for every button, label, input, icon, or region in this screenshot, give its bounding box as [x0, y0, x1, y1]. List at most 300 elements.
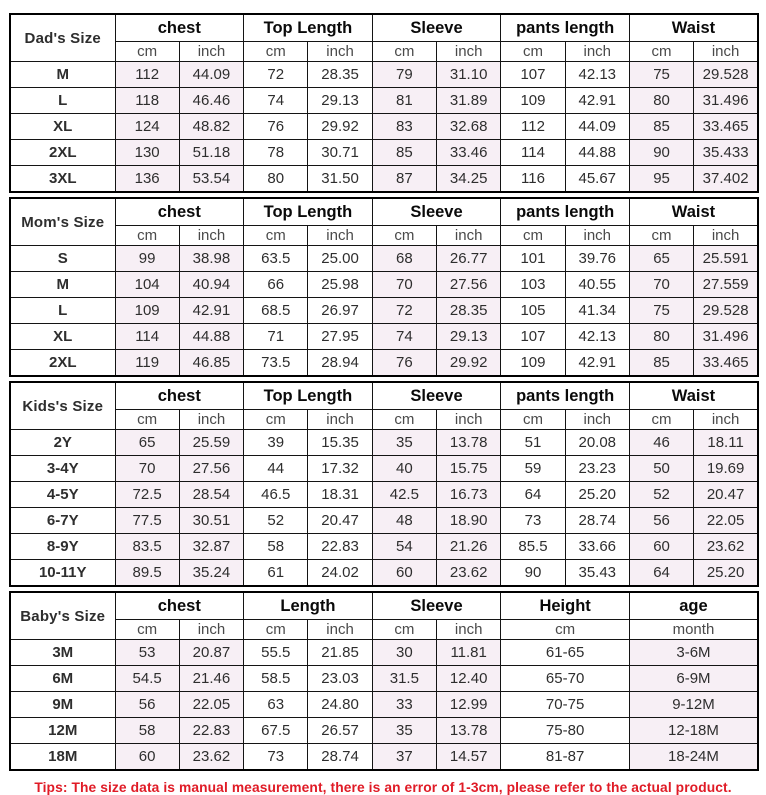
unit-header: inch — [694, 226, 758, 246]
unit-header: cm — [501, 410, 565, 430]
size-value-cell: 15.35 — [308, 430, 372, 456]
section-label-babys: Baby's Size — [10, 592, 115, 640]
size-value-cell: 51 — [501, 430, 565, 456]
header-group-row — [10, 198, 758, 226]
size-value-cell: 118 — [115, 88, 179, 114]
size-value-cell: 42.13 — [565, 324, 629, 350]
size-value-cell: 21.46 — [179, 666, 243, 692]
size-value-cell: 65-70 — [501, 666, 630, 692]
size-value-cell: 32.68 — [437, 114, 501, 140]
size-label: 2Y — [10, 430, 115, 456]
header-unit-row — [10, 42, 758, 62]
unit-header: cm — [115, 226, 179, 246]
size-label: 2XL — [10, 140, 115, 166]
unit-header: cm — [244, 620, 308, 640]
size-value-cell: 44.88 — [179, 324, 243, 350]
column-header: pants length — [501, 382, 630, 410]
size-value-cell: 20.47 — [694, 482, 758, 508]
unit-header: cm — [629, 226, 693, 246]
size-value-cell: 56 — [629, 508, 693, 534]
size-value-cell: 30.71 — [308, 140, 372, 166]
size-value-cell: 30 — [372, 640, 436, 666]
size-value-cell: 28.35 — [308, 62, 372, 88]
size-value-cell: 112 — [115, 62, 179, 88]
unit-header: inch — [308, 42, 372, 62]
unit-header: cm — [372, 42, 436, 62]
size-value-cell: 6-9M — [629, 666, 758, 692]
size-label: 8-9Y — [10, 534, 115, 560]
size-value-cell: 59 — [501, 456, 565, 482]
size-value-cell: 44.09 — [565, 114, 629, 140]
size-value-cell: 20.47 — [308, 508, 372, 534]
size-value-cell: 73 — [244, 744, 308, 771]
size-label: 10-11Y — [10, 560, 115, 587]
size-value-cell: 12.99 — [437, 692, 501, 718]
size-value-cell: 31.5 — [372, 666, 436, 692]
size-value-cell: 79 — [372, 62, 436, 88]
unit-header: cm — [244, 42, 308, 62]
column-header: Sleeve — [372, 14, 501, 42]
unit-header: month — [629, 620, 758, 640]
size-value-cell: 77.5 — [115, 508, 179, 534]
size-label: S — [10, 246, 115, 272]
size-value-cell: 39 — [244, 430, 308, 456]
size-value-cell: 60 — [115, 744, 179, 771]
size-value-cell: 42.91 — [179, 298, 243, 324]
column-header: Top Length — [244, 198, 373, 226]
size-value-cell: 35.24 — [179, 560, 243, 587]
column-header: age — [629, 592, 758, 620]
unit-header: inch — [179, 410, 243, 430]
size-value-cell: 25.591 — [694, 246, 758, 272]
size-value-cell: 58 — [244, 534, 308, 560]
column-header: Waist — [629, 14, 758, 42]
size-value-cell: 37 — [372, 744, 436, 771]
column-header: Height — [501, 592, 630, 620]
size-value-cell: 70 — [372, 272, 436, 298]
size-value-cell: 65 — [629, 246, 693, 272]
size-value-cell: 24.80 — [308, 692, 372, 718]
size-value-cell: 31.496 — [694, 324, 758, 350]
unit-header: cm — [501, 226, 565, 246]
size-label: 3XL — [10, 166, 115, 193]
size-value-cell: 29.92 — [437, 350, 501, 377]
size-value-cell: 26.57 — [308, 718, 372, 744]
size-value-cell: 67.5 — [244, 718, 308, 744]
column-header: Top Length — [244, 14, 373, 42]
size-value-cell: 53.54 — [179, 166, 243, 193]
size-value-cell: 89.5 — [115, 560, 179, 587]
size-label: XL — [10, 114, 115, 140]
size-label: 12M — [10, 718, 115, 744]
size-value-cell: 28.74 — [565, 508, 629, 534]
size-value-cell: 112 — [501, 114, 565, 140]
size-value-cell: 74 — [244, 88, 308, 114]
size-value-cell: 40.55 — [565, 272, 629, 298]
size-value-cell: 107 — [501, 62, 565, 88]
size-value-cell: 90 — [501, 560, 565, 587]
table-row — [10, 508, 758, 534]
size-tables-container — [9, 13, 757, 771]
column-header: Length — [244, 592, 373, 620]
unit-header: inch — [308, 410, 372, 430]
size-value-cell: 38.98 — [179, 246, 243, 272]
size-value-cell: 13.78 — [437, 430, 501, 456]
size-value-cell: 68 — [372, 246, 436, 272]
table-row — [10, 666, 758, 692]
size-value-cell: 42.91 — [565, 350, 629, 377]
size-value-cell: 105 — [501, 298, 565, 324]
size-value-cell: 75 — [629, 298, 693, 324]
size-value-cell: 40.94 — [179, 272, 243, 298]
size-value-cell: 48 — [372, 508, 436, 534]
size-value-cell: 101 — [501, 246, 565, 272]
size-value-cell: 9-12M — [629, 692, 758, 718]
size-value-cell: 109 — [115, 298, 179, 324]
header-unit-row — [10, 620, 758, 640]
size-table-dads — [9, 13, 759, 193]
size-value-cell: 16.73 — [437, 482, 501, 508]
size-value-cell: 27.56 — [437, 272, 501, 298]
size-value-cell: 12.40 — [437, 666, 501, 692]
size-value-cell: 20.08 — [565, 430, 629, 456]
size-value-cell: 35 — [372, 718, 436, 744]
size-value-cell: 42.13 — [565, 62, 629, 88]
size-value-cell: 29.528 — [694, 62, 758, 88]
size-value-cell: 60 — [372, 560, 436, 587]
size-value-cell: 33 — [372, 692, 436, 718]
size-value-cell: 61 — [244, 560, 308, 587]
unit-header: inch — [179, 620, 243, 640]
unit-header: inch — [565, 226, 629, 246]
size-label: XL — [10, 324, 115, 350]
size-value-cell: 3-6M — [629, 640, 758, 666]
size-value-cell: 41.34 — [565, 298, 629, 324]
size-value-cell: 42.91 — [565, 88, 629, 114]
size-value-cell: 68.5 — [244, 298, 308, 324]
size-value-cell: 83.5 — [115, 534, 179, 560]
unit-header: inch — [308, 226, 372, 246]
column-header: Top Length — [244, 382, 373, 410]
size-value-cell: 25.98 — [308, 272, 372, 298]
size-value-cell: 80 — [244, 166, 308, 193]
unit-header: cm — [501, 620, 630, 640]
unit-header: inch — [694, 410, 758, 430]
size-value-cell: 29.92 — [308, 114, 372, 140]
size-label: 6-7Y — [10, 508, 115, 534]
size-value-cell: 66 — [244, 272, 308, 298]
size-table-babys — [9, 591, 759, 771]
section-label-kids: Kids's Size — [10, 382, 115, 430]
size-value-cell: 22.83 — [179, 718, 243, 744]
size-value-cell: 52 — [629, 482, 693, 508]
column-header: chest — [115, 382, 244, 410]
size-value-cell: 31.10 — [437, 62, 501, 88]
size-value-cell: 63 — [244, 692, 308, 718]
size-value-cell: 99 — [115, 246, 179, 272]
unit-header: cm — [244, 226, 308, 246]
size-value-cell: 73.5 — [244, 350, 308, 377]
size-value-cell: 85 — [629, 350, 693, 377]
size-value-cell: 20.87 — [179, 640, 243, 666]
unit-header: inch — [694, 42, 758, 62]
size-value-cell: 17.32 — [308, 456, 372, 482]
size-value-cell: 58.5 — [244, 666, 308, 692]
size-value-cell: 33.66 — [565, 534, 629, 560]
size-value-cell: 28.35 — [437, 298, 501, 324]
size-value-cell: 28.94 — [308, 350, 372, 377]
size-value-cell: 31.496 — [694, 88, 758, 114]
size-value-cell: 54.5 — [115, 666, 179, 692]
size-value-cell: 50 — [629, 456, 693, 482]
size-value-cell: 85.5 — [501, 534, 565, 560]
size-value-cell: 42.5 — [372, 482, 436, 508]
unit-header: cm — [629, 410, 693, 430]
table-row — [10, 62, 758, 88]
unit-header: inch — [437, 42, 501, 62]
size-value-cell: 95 — [629, 166, 693, 193]
section-label-dads: Dad's Size — [10, 14, 115, 62]
size-label: 9M — [10, 692, 115, 718]
size-value-cell: 15.75 — [437, 456, 501, 482]
table-row — [10, 482, 758, 508]
column-header: Sleeve — [372, 382, 501, 410]
table-row — [10, 166, 758, 193]
table-row — [10, 744, 758, 771]
unit-header: cm — [629, 42, 693, 62]
size-value-cell: 23.62 — [179, 744, 243, 771]
size-value-cell: 40 — [372, 456, 436, 482]
size-value-cell: 30.51 — [179, 508, 243, 534]
unit-header: inch — [565, 410, 629, 430]
header-unit-row — [10, 226, 758, 246]
column-header: chest — [115, 592, 244, 620]
table-row — [10, 298, 758, 324]
unit-header: inch — [437, 226, 501, 246]
size-value-cell: 23.62 — [694, 534, 758, 560]
size-value-cell: 46.46 — [179, 88, 243, 114]
size-value-cell: 31.89 — [437, 88, 501, 114]
size-value-cell: 70 — [115, 456, 179, 482]
size-value-cell: 33.46 — [437, 140, 501, 166]
size-table-moms — [9, 197, 759, 377]
size-value-cell: 35 — [372, 430, 436, 456]
size-value-cell: 116 — [501, 166, 565, 193]
size-value-cell: 19.69 — [694, 456, 758, 482]
size-value-cell: 64 — [501, 482, 565, 508]
size-value-cell: 27.56 — [179, 456, 243, 482]
size-value-cell: 107 — [501, 324, 565, 350]
size-value-cell: 51.18 — [179, 140, 243, 166]
size-value-cell: 26.77 — [437, 246, 501, 272]
size-value-cell: 81-87 — [501, 744, 630, 771]
size-value-cell: 33.465 — [694, 114, 758, 140]
size-value-cell: 25.00 — [308, 246, 372, 272]
table-row — [10, 88, 758, 114]
size-value-cell: 34.25 — [437, 166, 501, 193]
size-value-cell: 26.97 — [308, 298, 372, 324]
header-group-row — [10, 592, 758, 620]
size-value-cell: 72 — [244, 62, 308, 88]
size-value-cell: 76 — [244, 114, 308, 140]
size-value-cell: 109 — [501, 88, 565, 114]
size-value-cell: 18.11 — [694, 430, 758, 456]
size-value-cell: 75-80 — [501, 718, 630, 744]
size-value-cell: 25.59 — [179, 430, 243, 456]
size-value-cell: 21.85 — [308, 640, 372, 666]
size-value-cell: 72.5 — [115, 482, 179, 508]
size-label: 4-5Y — [10, 482, 115, 508]
size-value-cell: 35.433 — [694, 140, 758, 166]
size-value-cell: 72 — [372, 298, 436, 324]
size-value-cell: 28.74 — [308, 744, 372, 771]
column-header: Sleeve — [372, 198, 501, 226]
unit-header: inch — [565, 42, 629, 62]
unit-header: cm — [115, 620, 179, 640]
size-value-cell: 83 — [372, 114, 436, 140]
unit-header: cm — [244, 410, 308, 430]
header-group-row — [10, 382, 758, 410]
size-label: 2XL — [10, 350, 115, 377]
size-value-cell: 22.83 — [308, 534, 372, 560]
size-value-cell: 124 — [115, 114, 179, 140]
column-header: Waist — [629, 382, 758, 410]
table-row — [10, 560, 758, 587]
table-row — [10, 246, 758, 272]
size-value-cell: 114 — [115, 324, 179, 350]
size-value-cell: 85 — [629, 114, 693, 140]
size-table-kids — [9, 381, 759, 587]
size-value-cell: 24.02 — [308, 560, 372, 587]
size-value-cell: 70 — [629, 272, 693, 298]
size-value-cell: 104 — [115, 272, 179, 298]
size-value-cell: 75 — [629, 62, 693, 88]
unit-header: cm — [372, 226, 436, 246]
column-header: Waist — [629, 198, 758, 226]
size-label: 3-4Y — [10, 456, 115, 482]
table-row — [10, 324, 758, 350]
column-header: Sleeve — [372, 592, 501, 620]
unit-header: inch — [179, 226, 243, 246]
size-value-cell: 13.78 — [437, 718, 501, 744]
size-value-cell: 54 — [372, 534, 436, 560]
table-row — [10, 140, 758, 166]
size-value-cell: 81 — [372, 88, 436, 114]
size-value-cell: 55.5 — [244, 640, 308, 666]
unit-header: inch — [308, 620, 372, 640]
table-row — [10, 272, 758, 298]
column-header: pants length — [501, 14, 630, 42]
size-value-cell: 23.03 — [308, 666, 372, 692]
size-value-cell: 21.26 — [437, 534, 501, 560]
size-value-cell: 76 — [372, 350, 436, 377]
size-value-cell: 44.09 — [179, 62, 243, 88]
size-value-cell: 65 — [115, 430, 179, 456]
unit-header: cm — [372, 620, 436, 640]
size-value-cell: 73 — [501, 508, 565, 534]
size-value-cell: 114 — [501, 140, 565, 166]
size-value-cell: 23.23 — [565, 456, 629, 482]
size-value-cell: 29.13 — [308, 88, 372, 114]
size-label: 3M — [10, 640, 115, 666]
unit-header: inch — [437, 620, 501, 640]
size-value-cell: 48.82 — [179, 114, 243, 140]
table-row — [10, 692, 758, 718]
header-unit-row — [10, 410, 758, 430]
size-label: 18M — [10, 744, 115, 771]
size-value-cell: 29.528 — [694, 298, 758, 324]
section-label-moms: Mom's Size — [10, 198, 115, 246]
size-value-cell: 44 — [244, 456, 308, 482]
table-row — [10, 114, 758, 140]
size-value-cell: 14.57 — [437, 744, 501, 771]
size-value-cell: 78 — [244, 140, 308, 166]
size-value-cell: 109 — [501, 350, 565, 377]
unit-header: cm — [501, 42, 565, 62]
size-value-cell: 64 — [629, 560, 693, 587]
size-value-cell: 85 — [372, 140, 436, 166]
size-value-cell: 52 — [244, 508, 308, 534]
unit-header: cm — [115, 410, 179, 430]
size-label: 6M — [10, 666, 115, 692]
size-value-cell: 18.90 — [437, 508, 501, 534]
size-value-cell: 11.81 — [437, 640, 501, 666]
size-value-cell: 63.5 — [244, 246, 308, 272]
column-header: chest — [115, 14, 244, 42]
size-label: M — [10, 272, 115, 298]
size-value-cell: 18.31 — [308, 482, 372, 508]
table-row — [10, 640, 758, 666]
header-group-row — [10, 14, 758, 42]
size-value-cell: 87 — [372, 166, 436, 193]
size-value-cell: 33.465 — [694, 350, 758, 377]
size-value-cell: 32.87 — [179, 534, 243, 560]
column-header: chest — [115, 198, 244, 226]
table-row — [10, 350, 758, 377]
size-value-cell: 70-75 — [501, 692, 630, 718]
table-row — [10, 456, 758, 482]
size-value-cell: 28.54 — [179, 482, 243, 508]
size-value-cell: 80 — [629, 324, 693, 350]
size-value-cell: 130 — [115, 140, 179, 166]
size-value-cell: 60 — [629, 534, 693, 560]
size-label: L — [10, 298, 115, 324]
size-value-cell: 31.50 — [308, 166, 372, 193]
table-row — [10, 430, 758, 456]
size-value-cell: 12-18M — [629, 718, 758, 744]
size-value-cell: 25.20 — [565, 482, 629, 508]
size-value-cell: 35.43 — [565, 560, 629, 587]
size-value-cell: 22.05 — [179, 692, 243, 718]
tips-note: Tips: The size data is manual measurement, there is an error of 1-3cm, please refer to the actual product. — [34, 780, 732, 795]
size-value-cell: 46 — [629, 430, 693, 456]
size-value-cell: 74 — [372, 324, 436, 350]
size-value-cell: 27.95 — [308, 324, 372, 350]
unit-header: cm — [115, 42, 179, 62]
unit-header: inch — [179, 42, 243, 62]
size-value-cell: 80 — [629, 88, 693, 114]
column-header: pants length — [501, 198, 630, 226]
size-value-cell: 61-65 — [501, 640, 630, 666]
size-value-cell: 44.88 — [565, 140, 629, 166]
size-value-cell: 25.20 — [694, 560, 758, 587]
size-label: L — [10, 88, 115, 114]
size-value-cell: 119 — [115, 350, 179, 377]
size-value-cell: 136 — [115, 166, 179, 193]
size-value-cell: 23.62 — [437, 560, 501, 587]
size-value-cell: 58 — [115, 718, 179, 744]
size-value-cell: 90 — [629, 140, 693, 166]
